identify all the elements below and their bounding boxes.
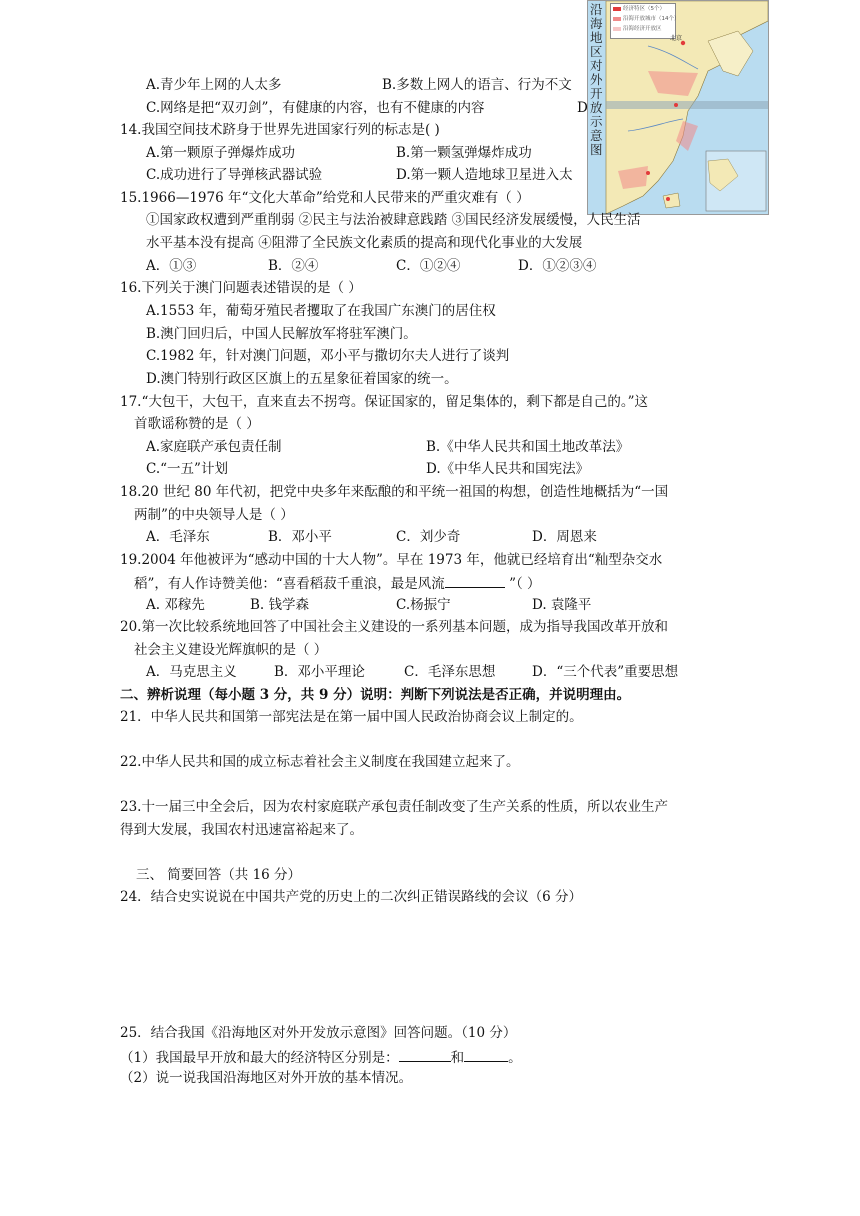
q22-statement: 22.中华人民共和国的成立标志着社会主义制度在我国建立起来了。 xyxy=(120,754,520,770)
q19-text-post: ”（ ） xyxy=(504,576,541,592)
q19-stem: 19.2004 年他被评为“感动中国的十大人物”。早在 1973 年，他就已经培育出“籼型杂交水 xyxy=(120,552,663,568)
q15-option-d: D．①②③④ xyxy=(518,258,597,274)
q17-stem: 17.“大包干，大包干，直来直去不拐弯。保证国家的，留足集体的，剩下都是自己的。”这 xyxy=(120,394,649,410)
q15-statements-1: ①国家政权遭到严重削弱 ②民主与法治被肆意践踏 ③国民经济发展缓慢，人民生活 xyxy=(146,212,641,228)
q18-stem-2: 两制”的中央领导人是（ ） xyxy=(134,507,294,523)
q20-option-b: B．邓小平理论 xyxy=(274,664,365,680)
q15-statements-2: 水平基本没有提高 ④阻滞了全民族文化素质的提高和现代化事业的大发展 xyxy=(146,235,583,251)
q18-option-a: A．毛泽东 xyxy=(146,529,210,545)
q19-option-b: B. 钱学森 xyxy=(250,597,310,613)
q17-stem-2: 首歌谣称赞的是（ ） xyxy=(134,416,260,432)
q14-option-d: D.第一颗人造地球卫星进入太 xyxy=(396,167,573,183)
section-2-heading: 二、辨析说理（每小题 3 分，共 9 分）说明：判断下列说法是否正确，并说明理由。 xyxy=(120,687,631,703)
q25-part-2: （2）说一说我国沿海地区对外开放的基本情况。 xyxy=(120,1070,413,1086)
legend-swatch-icon xyxy=(613,7,621,11)
q20-option-a: A．马克思主义 xyxy=(146,664,237,680)
q14-stem: 14.我国空间技术跻身于世界先进国家行列的标志是( ) xyxy=(120,122,440,138)
q20-option-c: C．毛泽东思想 xyxy=(404,664,496,680)
legend-swatch-icon xyxy=(613,17,621,21)
q13-option-d: D xyxy=(577,100,588,116)
legend-item-1: 经济特区（5个） xyxy=(611,4,675,14)
q14-option-c: C.成功进行了导弹核武器试验 xyxy=(146,167,323,183)
map-city-label: 北京 xyxy=(670,35,683,42)
q19-text-pre: 稻”，有人作诗赞美他：“喜看稻菽千重浪，最是风流 xyxy=(134,576,445,592)
q19-answer-blank[interactable] xyxy=(445,573,505,588)
q13-option-a: A.青少年上网的人太多 xyxy=(146,77,282,93)
legend-item-3: 沿海经济开放区 xyxy=(611,24,675,34)
q25-part-1-pre: （1）我国最早开放和最大的经济特区分别是： xyxy=(120,1050,399,1066)
q23-statement: 23.十一届三中全会后，因为农村家庭联产承包责任制改变了生产关系的性质，所以农业生产 xyxy=(120,799,668,815)
q19-stem-2 xyxy=(134,573,541,593)
q16-option-a: A.1553 年，葡萄牙殖民者攫取了在我国广东澳门的居住权 xyxy=(146,303,496,319)
q19-option-a: A. 邓稼先 xyxy=(146,597,205,613)
q17-option-a: A.家庭联产承包责任制 xyxy=(146,439,282,455)
q13-option-c: C.网络是把“双刃剑”，有健康的内容，也有不健康的内容 xyxy=(146,100,485,116)
q18-option-c: C．刘少奇 xyxy=(396,529,461,545)
q14-option-a: A.第一颗原子弹爆炸成功 xyxy=(146,145,296,161)
q17-option-d: D.《中华人民共和国宪法》 xyxy=(426,461,590,477)
q16-option-c: C.1982 年，针对澳门问题，邓小平与撒切尔夫人进行了谈判 xyxy=(146,348,510,364)
q25-part-1-mid: 和 xyxy=(450,1050,465,1066)
q19-option-d: D. 袁隆平 xyxy=(532,597,592,613)
q25-answer-blank-1[interactable] xyxy=(399,1047,451,1062)
q25-part-1 xyxy=(120,1047,522,1067)
q15-option-a: A．①③ xyxy=(146,258,197,274)
map-legend xyxy=(610,3,680,39)
q16-stem: 16.下列关于澳门问题表述错误的是（ ） xyxy=(120,280,362,296)
q17-option-b: B.《中华人民共和国土地改革法》 xyxy=(426,439,630,455)
legend-item-2: 沿海开放城市（14个） xyxy=(611,14,675,24)
q15-option-b: B．②④ xyxy=(268,258,319,274)
map-title: 沿海地区对外开放示意图 xyxy=(590,2,603,157)
legend-swatch-icon xyxy=(613,27,621,31)
q25-question: 25．结合我国《沿海地区对外开发放示意图》回答问题。（10 分） xyxy=(120,1025,517,1041)
q21-statement: 21．中华人民共和国第一部宪法是在第一届中国人民政治协商会议上制定的。 xyxy=(120,709,583,725)
q23-statement-2: 得到大发展，我国农村迅速富裕起来了。 xyxy=(120,822,363,838)
section-3-heading: 三、 简要回答（共 16 分） xyxy=(136,867,302,883)
q20-stem: 20.第一次比较系统地回答了中国社会主义建设的一系列基本问题，成为指导我国改革开放和 xyxy=(120,619,668,635)
q15-option-c: C．①②④ xyxy=(396,258,461,274)
q24-question: 24．结合史实说说在中国共产党的历史上的二次纠正错误路线的会议（6 分） xyxy=(120,889,583,905)
q19-option-c: C.杨振宁 xyxy=(396,597,451,613)
q18-option-b: B．邓小平 xyxy=(268,529,332,545)
coastal-open-map xyxy=(587,0,769,215)
q16-option-b: B.澳门回归后，中国人民解放军将驻军澳门。 xyxy=(146,326,417,342)
q25-part-1-post: 。 xyxy=(508,1050,522,1066)
q13-option-b: B.多数上网人的语言、行为不文 xyxy=(382,77,572,93)
q18-stem: 18.20 世纪 80 年代初，把党中央多年来酝酿的和平统一祖国的构想，创造性地概括为“一国 xyxy=(120,484,669,500)
q15-stem: 15.1966—1976 年“文化大革命”给党和人民带来的严重灾难有（ ） xyxy=(120,190,530,206)
q17-option-c: C.“一五”计划 xyxy=(146,461,228,477)
q16-option-d: D.澳门特别行政区区旗上的五星象征着国家的统一。 xyxy=(146,371,458,387)
q18-option-d: D．周恩来 xyxy=(532,529,597,545)
q20-option-d: D．“三个代表”重要思想 xyxy=(532,664,679,680)
q25-answer-blank-2[interactable] xyxy=(464,1047,508,1062)
q14-option-b: B.第一颗氢弹爆炸成功 xyxy=(396,145,532,161)
q20-stem-2: 社会主义建设光辉旗帜的是（ ） xyxy=(134,642,328,658)
